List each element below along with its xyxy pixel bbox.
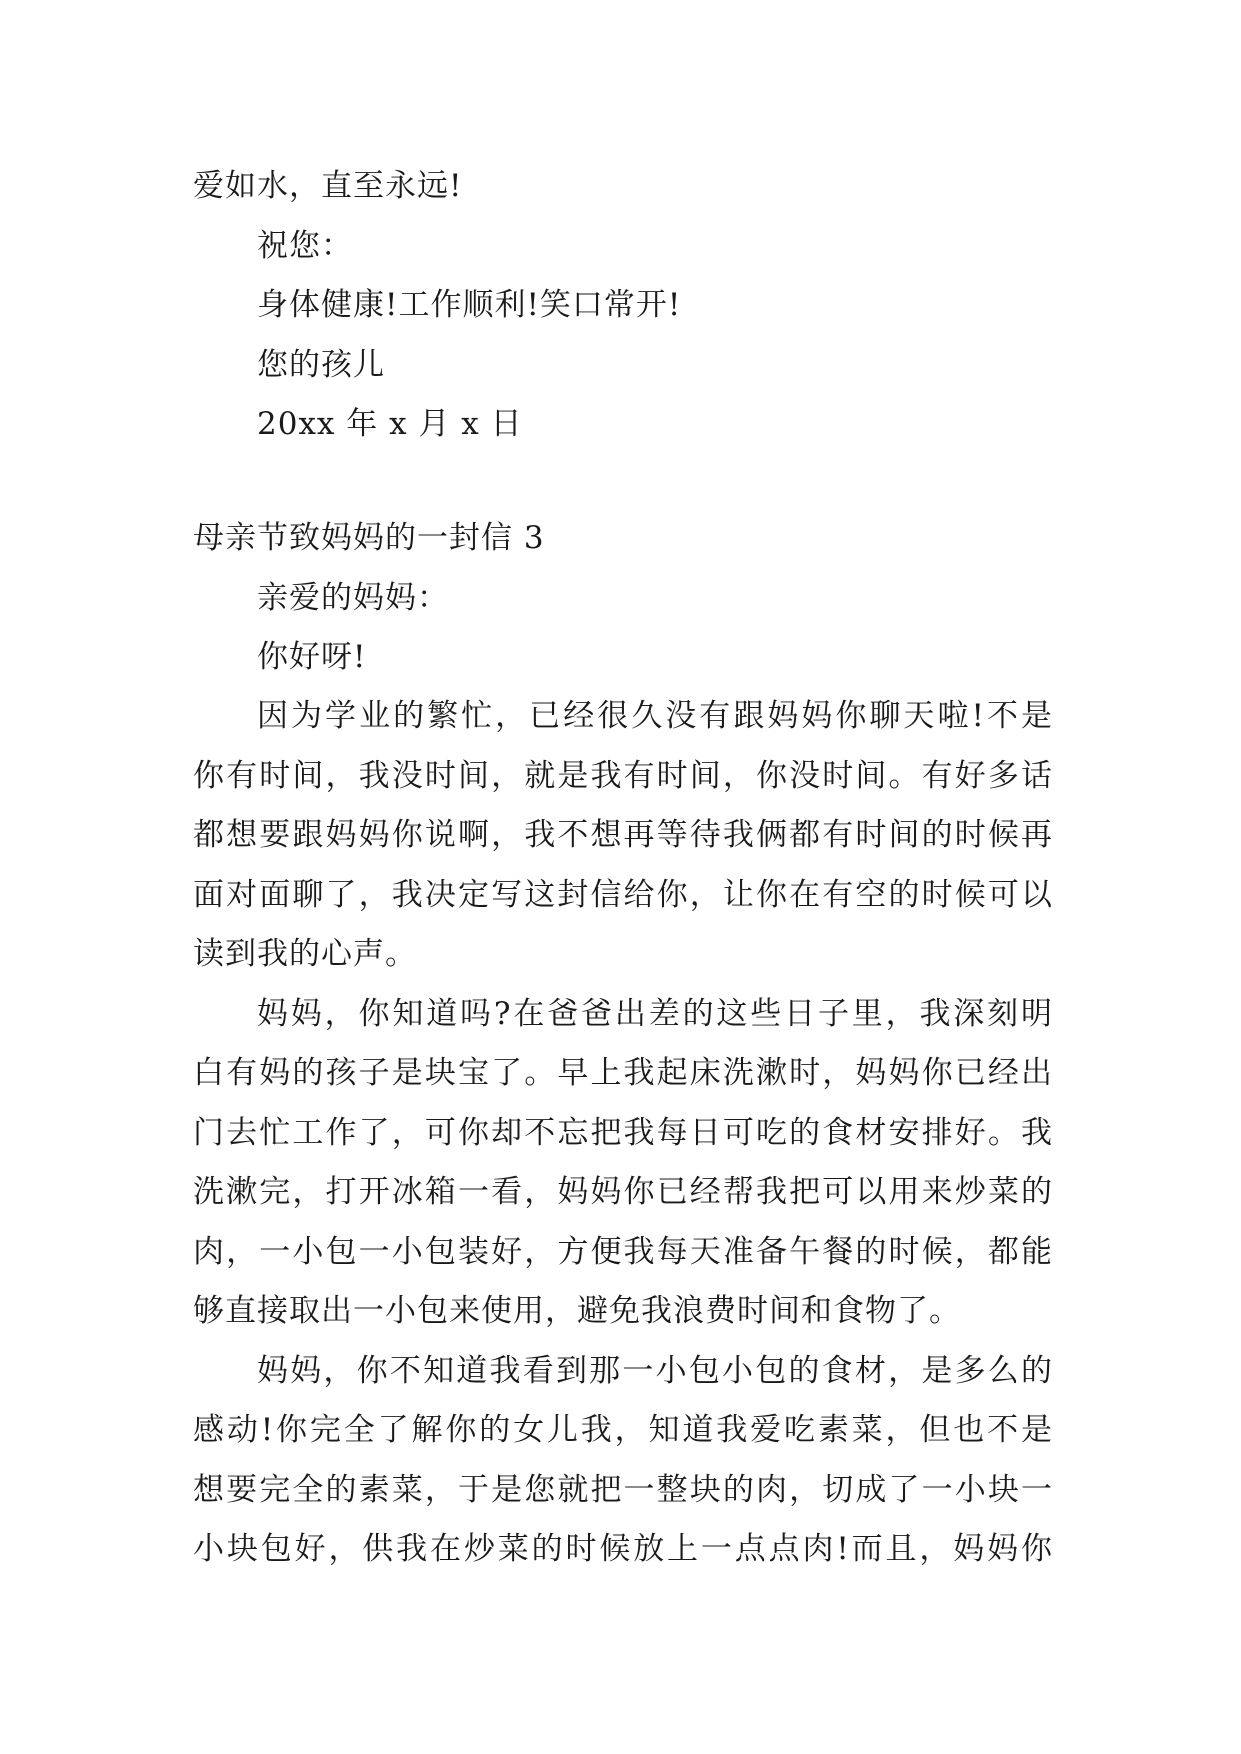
letter-date: 20xx 年 x 月 x 日 bbox=[257, 406, 523, 442]
greeting: 你好呀! bbox=[257, 639, 367, 675]
paragraph-line: 你有时间，我没时间，就是我有时间，你没时间。有好多话 bbox=[193, 758, 1053, 794]
paragraph-line: 妈妈，你知道吗?在爸爸出差的这些日子里，我深刻明 bbox=[257, 996, 1053, 1032]
signature: 您的孩儿 bbox=[257, 347, 385, 383]
wish-text: 身体健康!工作顺利!笑口常开! bbox=[257, 287, 682, 323]
paragraph-line: 小块包好，供我在炒菜的时候放上一点点肉!而且，妈妈你 bbox=[193, 1531, 1053, 1567]
paragraph-line: 因为学业的繁忙，已经很久没有跟妈妈你聊天啦!不是 bbox=[257, 698, 1053, 734]
paragraph-line: 白有妈的孩子是块宝了。早上我起床洗漱时，妈妈你已经出 bbox=[193, 1055, 1053, 1091]
salutation: 亲爱的妈妈： bbox=[257, 580, 449, 616]
paragraph-line: 感动!你完全了解你的女儿我，知道我爱吃素菜，但也不是 bbox=[193, 1412, 1053, 1448]
paragraph-line: 洗漱完，打开冰箱一看，妈妈你已经帮我把可以用来炒菜的 bbox=[193, 1174, 1053, 1210]
paragraph-line: 肉，一小包一小包装好，方便我每天准备午餐的时候，都能 bbox=[193, 1234, 1053, 1270]
paragraph-line: 面对面聊了，我决定写这封信给你，让你在有空的时候可以 bbox=[193, 877, 1053, 913]
letter-title: 母亲节致妈妈的一封信 3 bbox=[193, 520, 545, 556]
paragraph-line: 够直接取出一小包来使用，避免我浪费时间和食物了。 bbox=[193, 1293, 961, 1329]
wish-intro: 祝您： bbox=[257, 228, 353, 264]
paragraph-line: 门去忙工作了，可你却不忘把我每日可吃的食材安排好。我 bbox=[193, 1115, 1053, 1151]
paragraph-line: 想要完全的素菜，于是您就把一整块的肉，切成了一小块一 bbox=[193, 1472, 1053, 1508]
paragraph-line: 妈妈，你不知道我看到那一小包小包的食材，是多么的 bbox=[257, 1353, 1053, 1389]
paragraph-line: 都想要跟妈妈你说啊，我不想再等待我俩都有时间的时候再 bbox=[193, 817, 1053, 853]
paragraph-line: 读到我的心声。 bbox=[193, 936, 417, 972]
closing-tail-line: 爱如水，直至永远! bbox=[193, 168, 463, 204]
